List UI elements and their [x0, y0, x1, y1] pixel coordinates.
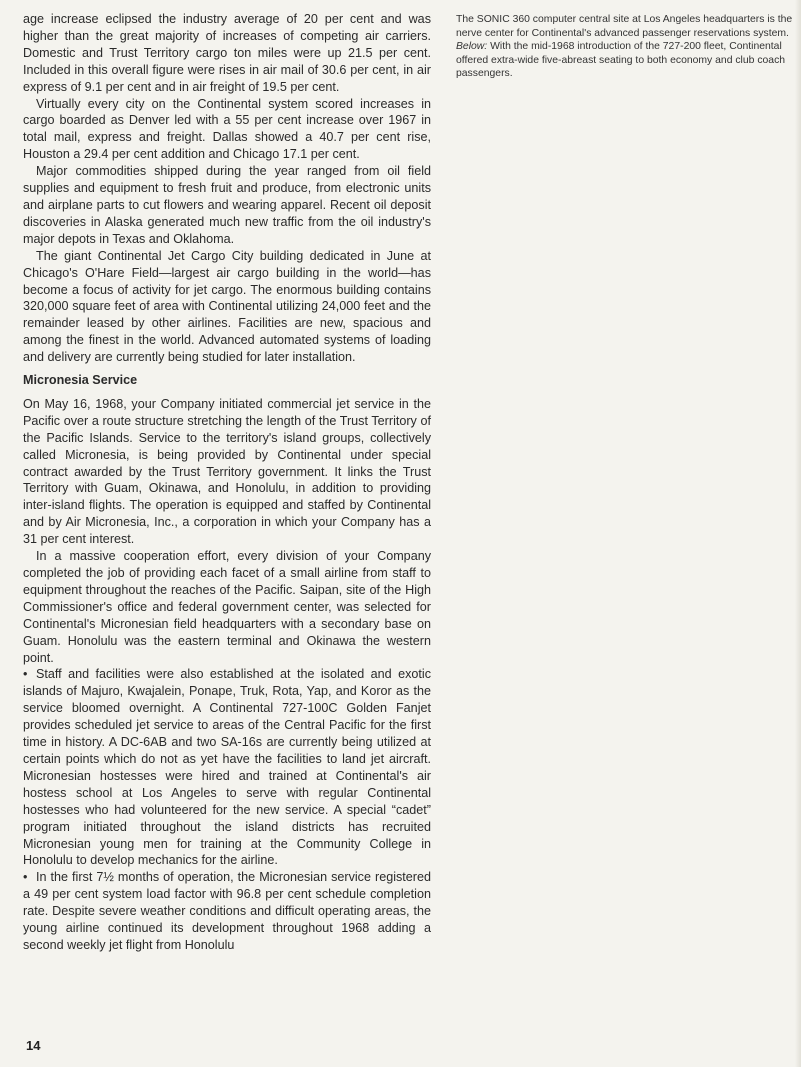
bullet-text-staff-facilities: Staff and facilities were also established at the isolated and exotic islands of Majuro, Kwajalein, Ponape, Truk, Rota, Yap, and Koror as the service bloomed overnight. A Continental 727-100C Golden Fanjet provides scheduled jet service to areas of the Central Pacific for the first time in history. A DC-6AB and two SA-16s are currently being utilized at certain points which do not as yet have the facilities to land jet aircraft. Micronesian hostesses were hired and trained at Continental's air hostess school at Los Angeles to serve with regular Continental hostesses who had volunteered for the new service. A special “cadet” program initiated throughout the island districts has recruited Micronesian young men for training at the Community College in Honolulu to develop mechanics for the airline.	[23, 667, 431, 868]
paragraph-city-increases: Virtually every city on the Continental system scored increases in cargo boarded as Denver led with a 55 per cent increase over 1967 in total mail, express and freight. Dallas showed a 40.7 per cent rise, Houston a 29.4 per cent addition and Chicago 17.1 per cent.	[23, 96, 431, 162]
page-number: 14	[26, 1038, 41, 1053]
bullet-text-first-months: In the first 7½ months of operation, the Micronesian service registered a 49 per cent system load factor with 96.8 per cent schedule completion rate. Despite severe weather conditions and difficult operating areas, the young airline continued its development throughout 1968 adding a second weekly jet flight from Honolulu	[23, 870, 431, 952]
bullet-paragraph-first-months	[23, 869, 431, 954]
bullet-icon: •	[23, 667, 28, 682]
caption-text-sonic: The SONIC 360 computer central site at Los Angeles headquarters is the nerve center for Continental's advanced passenger reservations system.	[456, 14, 793, 39]
paragraph-micronesia-intro: On May 16, 1968, your Company initiated commercial jet service in the Pacific over a route structure stretching the length of the Trust Territory of the Pacific Islands. Service to the territory's island groups, collectively called Micronesia, is being provided by Continental under special contract awarded by the Trust Territory government. It links the Trust Territory with Guam, Okinawa, and Honolulu, in addition to providing inter-island flights. The operation is equipped and staffed by Continental and by Air Micronesia, Inc., a corporation in which your Company has a 31 per cent interest.	[23, 396, 431, 547]
main-text-column	[23, 11, 431, 954]
caption-text-727: With the mid-1968 introduction of the 727-200 fleet, Continental offered extra-wide five-abreast seating to both economy and club coach passengers.	[456, 41, 786, 80]
caption-below-label: Below:	[456, 41, 488, 53]
page-edge-shadow	[795, 0, 801, 1067]
paragraph-jet-cargo-city: The giant Continental Jet Cargo City building dedicated in June at Chicago's O'Hare Field—largest air cargo building in the world—has become a focus of activity for jet cargo. The enormous building contains 320,000 square feet of area with Continental utilizing 24,000 feet and the remainder leased by other airlines. Facilities are new, spacious and among the finest in the world. Advanced automated systems of loading and delivery are currently being studied for later installation.	[23, 248, 431, 365]
paragraph-cooperation-effort: In a massive cooperation effort, every division of your Company completed the job of providing each facet of a small airline from staff to equipment throughout the reaches of the Pacific. Saipan, site of the High Commissioner's office and federal government center, was selected for Continental's Micronesian field headquarters with a secondary base on Guam. Honolulu was the eastern terminal and Okinawa the western point.	[23, 549, 431, 665]
bullet-paragraph-staff-facilities	[23, 666, 431, 869]
photo-caption	[456, 13, 796, 81]
section-heading-micronesia: Micronesia Service	[23, 373, 138, 388]
paragraph-major-commodities: Major commodities shipped during the year ranged from oil field supplies and equipment to fresh fruit and produce, from electronic units and airplane parts to cut flowers and wearing apparel. Recent oil deposit discoveries in Alaska generated much new traffic from the oil industry's major depots in Texas and Oklahoma.	[23, 164, 431, 246]
paragraph-cargo-increase: age increase eclipsed the industry average of 20 per cent and was higher than the great majority of increases of competing air carriers. Domestic and Trust Territory cargo ton miles were up 21.5 per cent. Included in this overall figure were rises in air mail of 30.6 per cent, in air express of 9.1 per cent and in air freight of 19.5 per cent.	[23, 12, 431, 94]
bullet-icon: •	[23, 870, 28, 885]
